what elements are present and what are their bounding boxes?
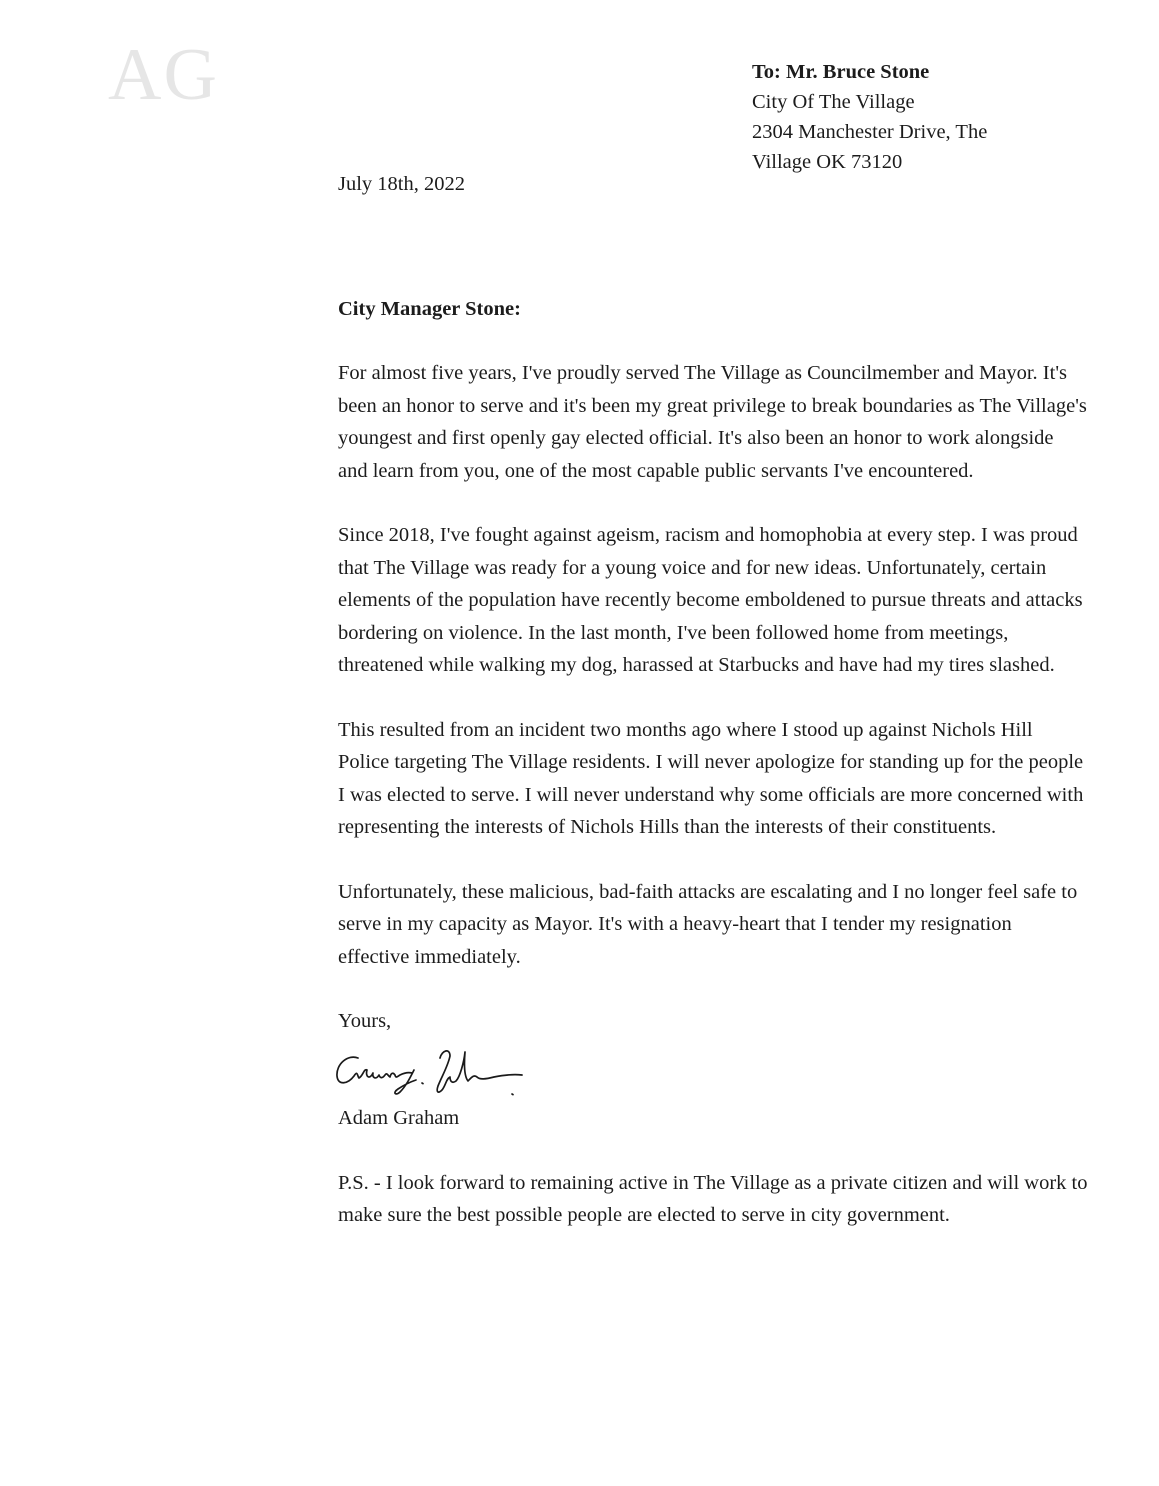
signature-icon — [334, 1042, 534, 1104]
letter-date: July 18th, 2022 — [338, 173, 465, 195]
postscript: P.S. - I look forward to remaining active in The Village as a private citizen and will work to make sure the best possible people are elected to serve in city government. — [338, 1171, 1088, 1227]
body-paragraph-4: Unfortunately, these malicious, bad-faith attacks are escalating and I no longer feel safe to serve in my capacity as Mayor. It's with a heavy-heart that I tender my resignation effective immediately. — [338, 880, 1078, 968]
signer-name: Adam Graham — [338, 1106, 460, 1129]
body-paragraph-3: This resulted from an incident two months ago where I stood up against Nichols Hill Police targeting The Village residents. I will never apologize for standing up for the people I was elected to serve. I will never understand why some officials are more concerned with representing the interests of Nichols Hills than the interests of their constituents. — [338, 718, 1084, 839]
recipient-address-line-1: 2304 Manchester Drive, The — [752, 121, 988, 143]
letterhead-monogram: AG — [108, 34, 219, 116]
letter-body — [338, 293, 1088, 1231]
body-paragraph-2: Since 2018, I've fought against ageism, racism and homophobia at every step. I was proud that The Village was ready for a young voice and for new ideas. Unfortunately, certain elements of the population have recently become emboldened to pursue threats and attacks bordering on violence. In the last month, I've been followed home from meetings, threatened while walking my dog, harassed at Starbucks and have had my tires slashed. — [338, 524, 1083, 677]
body-paragraph-1: For almost five years, I've proudly served The Village as Councilmember and Mayor. It's been an honor to serve and it's been my great privilege to break boundaries as The Village's youngest and first openly gay elected official. It's also been an honor to work alongside and learn from you, one of the most capable public servants I've encountered. — [338, 362, 1087, 482]
salutation: City Manager Stone: — [338, 298, 521, 320]
recipient-address-line-2: Village OK 73120 — [752, 151, 903, 173]
closing: Yours, — [338, 1010, 392, 1033]
recipient-block — [752, 57, 1052, 177]
recipient-name: To: Mr. Bruce Stone — [752, 61, 930, 83]
recipient-organization: City Of The Village — [752, 91, 915, 113]
